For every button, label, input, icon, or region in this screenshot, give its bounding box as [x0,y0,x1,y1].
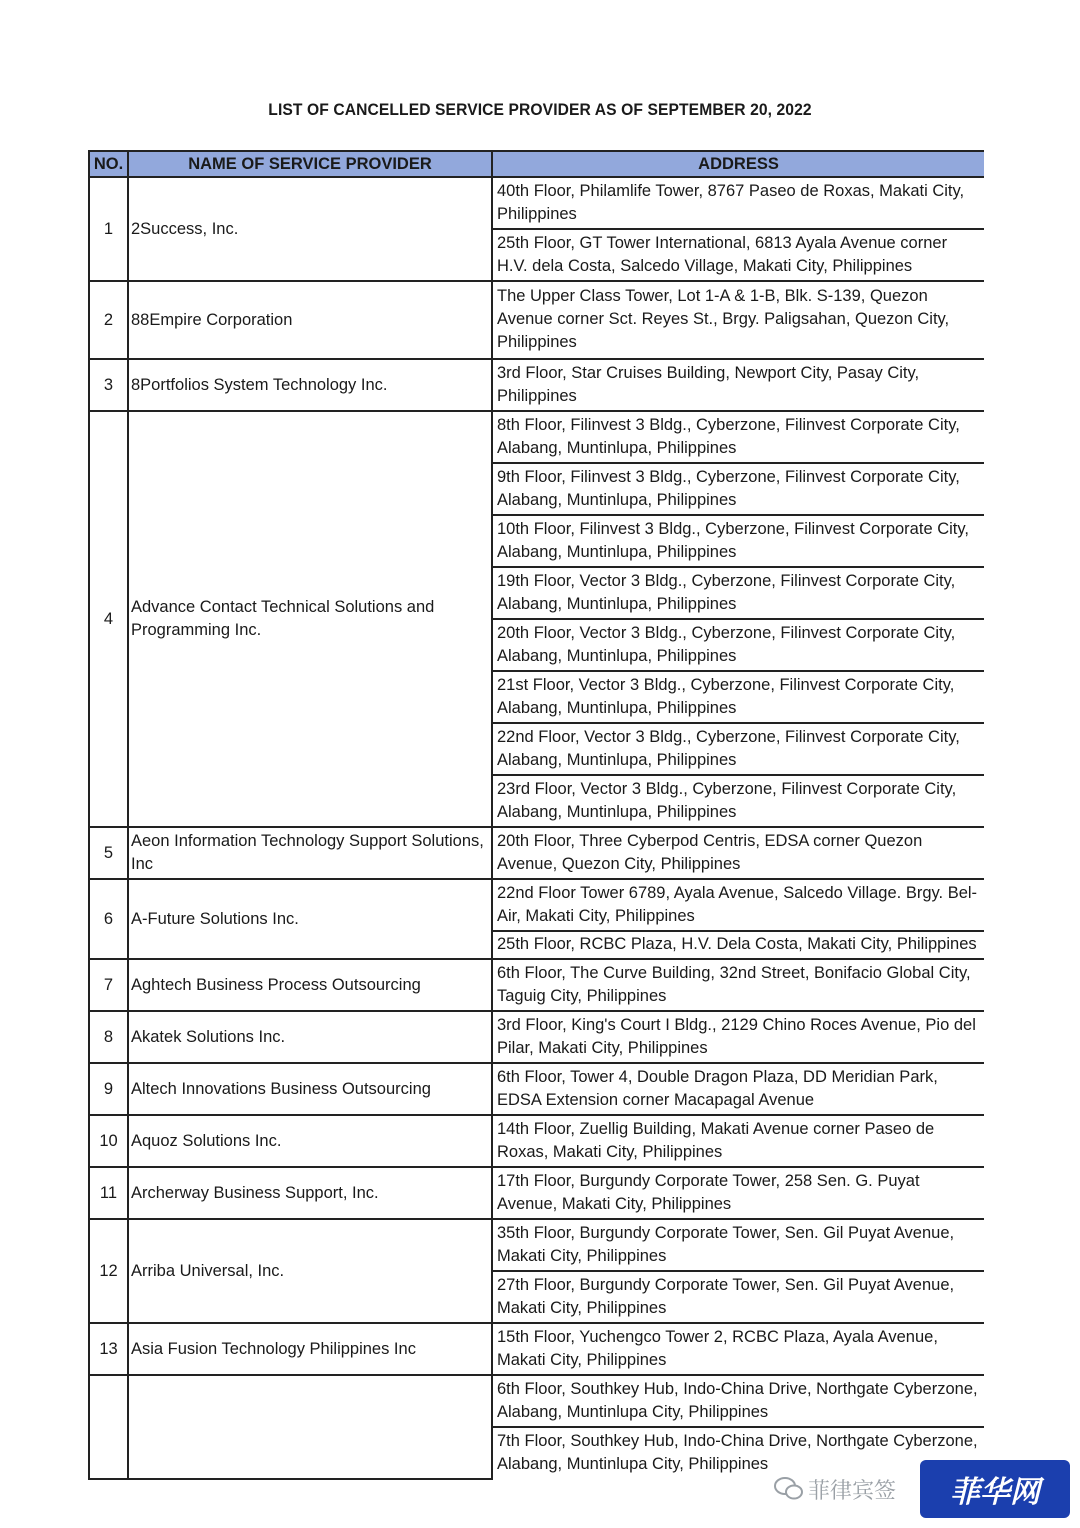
header-no: NO. [89,151,128,177]
provider-address: 27th Floor, Burgundy Corporate Tower, Sen. Gil Puyat Avenue, Makati City, Philippines [492,1271,984,1323]
provider-address: 22nd Floor Tower 6789, Ayala Avenue, Salcedo Village. Brgy. Bel-Air, Makati City, Philippines [492,879,984,931]
provider-address: 17th Floor, Burgundy Corporate Tower, 258 Sen. G. Puyat Avenue, Makati City, Philippines [492,1167,984,1219]
row-number: 5 [89,827,128,879]
provider-address: 40th Floor, Philamlife Tower, 8767 Paseo de Roxas, Makati City, Philippines [492,177,984,229]
provider-address: 19th Floor, Vector 3 Bldg., Cyberzone, Filinvest Corporate City, Alabang, Muntinlupa, Philippines [492,567,984,619]
table-row [89,359,984,411]
row-number: 4 [89,411,128,827]
row-number [89,1375,128,1479]
table-row [89,1115,984,1167]
provider-address: 3rd Floor, King's Court I Bldg., 2129 Chino Roces Avenue, Pio del Pilar, Makati City, Philippines [492,1011,984,1063]
table-header-row [89,151,984,177]
row-number: 3 [89,359,128,411]
provider-name: 8Portfolios System Technology Inc. [128,359,492,411]
provider-name: Akatek Solutions Inc. [128,1011,492,1063]
row-number: 12 [89,1219,128,1323]
watermark-account-text: 菲律宾签 [808,1479,897,1504]
row-number: 11 [89,1167,128,1219]
table-row [89,1375,984,1427]
provider-address: 21st Floor, Vector 3 Bldg., Cyberzone, Filinvest Corporate City, Alabang, Muntinlupa, Philippines [492,671,984,723]
provider-address: 8th Floor, Filinvest 3 Bldg., Cyberzone, Filinvest Corporate City, Alabang, Muntinlupa, Philippines [492,411,984,463]
provider-address: 25th Floor, GT Tower International, 6813 Ayala Avenue corner H.V. dela Costa, Salcedo Village, Makati City, Philippines [492,229,984,281]
provider-address: 14th Floor, Zuellig Building, Makati Avenue corner Paseo de Roxas, Makati City, Philippines [492,1115,984,1167]
table-row [89,959,984,1011]
provider-name: Aquoz Solutions Inc. [128,1115,492,1167]
watermark-logo: 菲华网 [920,1460,1070,1518]
table-row [89,281,984,359]
header-name: NAME OF SERVICE PROVIDER [128,151,492,177]
provider-address: 35th Floor, Burgundy Corporate Tower, Sen. Gil Puyat Avenue, Makati City, Philippines [492,1219,984,1271]
provider-name: Asia Fusion Technology Philippines Inc [128,1323,492,1375]
document-title: LIST OF CANCELLED SERVICE PROVIDER AS OF SEPTEMBER 20, 2022 [268,100,812,119]
row-number: 7 [89,959,128,1011]
provider-address: 25th Floor, RCBC Plaza, H.V. Dela Costa, Makati City, Philippines [492,931,984,959]
table-container [88,150,984,1528]
provider-name: Aghtech Business Process Outsourcing [128,959,492,1011]
provider-name: 2Success, Inc. [128,177,492,281]
provider-address: 6th Floor, Southkey Hub, Indo-China Drive, Northgate Cyberzone, Alabang, Muntinlupa City, Philippines [492,1375,984,1427]
provider-name: Aeon Information Technology Support Solutions, Inc [128,827,492,879]
providers-table [88,150,984,1480]
provider-name: Altech Innovations Business Outsourcing [128,1063,492,1115]
provider-address: 20th Floor, Vector 3 Bldg., Cyberzone, Filinvest Corporate City, Alabang, Muntinlupa, Philippines [492,619,984,671]
table-row [89,827,984,879]
table-row [89,1219,984,1271]
provider-address: 22nd Floor, Vector 3 Bldg., Cyberzone, Filinvest Corporate City, Alabang, Muntinlupa, Philippines [492,723,984,775]
provider-address: 9th Floor, Filinvest 3 Bldg., Cyberzone, Filinvest Corporate City, Alabang, Muntinlupa, Philippines [492,463,984,515]
table-row [89,411,984,463]
provider-address: 23rd Floor, Vector 3 Bldg., Cyberzone, Filinvest Corporate City, Alabang, Muntinlupa, Philippines [492,775,984,827]
table-row [89,1167,984,1219]
header-address: ADDRESS [492,151,984,177]
row-number: 8 [89,1011,128,1063]
table-row [89,1063,984,1115]
provider-name: Arriba Universal, Inc. [128,1219,492,1323]
row-number: 10 [89,1115,128,1167]
provider-address: 15th Floor, Yuchengco Tower 2, RCBC Plaza, Ayala Avenue, Makati City, Philippines [492,1323,984,1375]
provider-name: 88Empire Corporation [128,281,492,359]
row-number: 2 [89,281,128,359]
provider-name: Archerway Business Support, Inc. [128,1167,492,1219]
table-row [89,1011,984,1063]
table-row [89,177,984,229]
provider-address: 3rd Floor, Star Cruises Building, Newport City, Pasay City, Philippines [492,359,984,411]
row-number: 13 [89,1323,128,1375]
table-row [89,1323,984,1375]
table-row [89,879,984,931]
row-number: 6 [89,879,128,959]
provider-address: The Upper Class Tower, Lot 1-A & 1-B, Blk. S-139, Quezon Avenue corner Sct. Reyes St., Brgy. Paligsahan, Quezon City, Philippines [492,281,984,359]
provider-address: 6th Floor, Tower 4, Double Dragon Plaza, DD Meridian Park, EDSA Extension corner Macapagal Avenue [492,1063,984,1115]
row-number: 9 [89,1063,128,1115]
provider-address: 6th Floor, The Curve Building, 32nd Street, Bonifacio Global City, Taguig City, Philippines [492,959,984,1011]
wechat-icon [774,1476,804,1502]
provider-name: A-Future Solutions Inc. [128,879,492,959]
provider-address: 20th Floor, Three Cyberpod Centris, EDSA corner Quezon Avenue, Quezon City, Philippines [492,827,984,879]
row-number: 1 [89,177,128,281]
provider-address: 7th Floor, Southkey Hub, Indo-China Drive, Northgate Cyberzone, Alabang, Muntinlupa City, Philippines [492,1427,984,1479]
provider-address: 10th Floor, Filinvest 3 Bldg., Cyberzone, Filinvest Corporate City, Alabang, Muntinlupa, Philippines [492,515,984,567]
watermark [770,1460,1070,1518]
table-body [89,177,984,1479]
provider-name [128,1375,492,1479]
provider-name: Advance Contact Technical Solutions and Programming Inc. [128,411,492,827]
